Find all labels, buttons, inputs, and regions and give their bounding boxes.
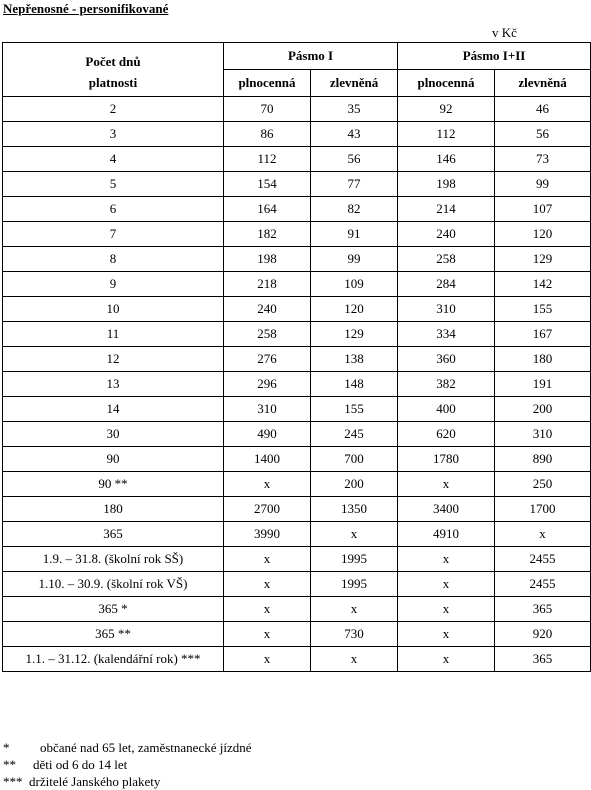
zone1-reduced-price-cell: 56 [311,147,398,172]
validity-days-cell: 180 [3,497,224,522]
footnotes [3,739,252,790]
zone1-full-price-cell: 164 [224,197,311,222]
zone1-full-price-cell: 310 [224,397,311,422]
validity-days-cell: 1.1. – 31.12. (kalendářní rok) *** [3,647,224,672]
zone2-reduced-price-cell: 73 [495,147,591,172]
footnote-text: občané nad 65 let, zaměstnanecké jízdné [40,740,252,755]
zone2-reduced-price-cell: 56 [495,122,591,147]
table-row [3,447,591,472]
zone1-reduced-price-cell: 35 [311,97,398,122]
zone2-reduced-price-cell: 200 [495,397,591,422]
zone2-header: Pásmo I+II [398,43,591,70]
zone1-full-price-cell: 86 [224,122,311,147]
zone1-full-price-cell: 2700 [224,497,311,522]
validity-days-cell: 30 [3,422,224,447]
zone1-reduced-price-cell: x [311,597,398,622]
zone1-reduced-price-cell: 1995 [311,547,398,572]
zone1-reduced-price-cell: 91 [311,222,398,247]
zone1-full-price-cell: x [224,647,311,672]
zone1-full-price-cell: 296 [224,372,311,397]
zone1-full-price-cell: 240 [224,297,311,322]
table-row [3,647,591,672]
table-row [3,272,591,297]
zone2-full-price-cell: 310 [398,297,495,322]
zone1-reduced-price-cell: 700 [311,447,398,472]
zone2-full-price-cell: 382 [398,372,495,397]
zone1-reduced-price-cell: 1995 [311,572,398,597]
zone2-full-price-cell: x [398,572,495,597]
zone2-full-price-cell: 240 [398,222,495,247]
zone2-full-price-cell: 284 [398,272,495,297]
zone2-full-price-cell: 146 [398,147,495,172]
page-heading: Nepřenosné - personifikované [3,1,169,16]
zone1-full-price-cell: 1400 [224,447,311,472]
validity-days-cell: 90 ** [3,472,224,497]
zone2-full-price-cell: x [398,622,495,647]
zone1-reduced-price-cell: x [311,522,398,547]
zone1-full-price-cell: 198 [224,247,311,272]
table-row [3,172,591,197]
zone2-full-price-cell: x [398,472,495,497]
footnote-mark: * [3,740,10,755]
validity-days-cell: 365 ** [3,622,224,647]
zone2-reduced-price-cell: 99 [495,172,591,197]
zone1-reduced-price-cell: 77 [311,172,398,197]
footnote [3,756,252,773]
zone1-reduced-header: zlevněná [311,70,398,97]
zone1-full-price-cell: 490 [224,422,311,447]
footnote-mark: *** [3,774,23,789]
zone2-reduced-price-cell: 250 [495,472,591,497]
zone1-full-price-cell: x [224,572,311,597]
zone1-full-price-cell: 218 [224,272,311,297]
zone1-full-price-cell: 258 [224,322,311,347]
zone2-full-price-cell: 198 [398,172,495,197]
zone1-reduced-price-cell: 730 [311,622,398,647]
validity-days-cell: 5 [3,172,224,197]
table-row [3,97,591,122]
table-row [3,147,591,172]
validity-days-cell: 3 [3,122,224,147]
zone2-full-price-cell: x [398,547,495,572]
table-row [3,197,591,222]
zone1-reduced-price-cell: x [311,647,398,672]
zone1-reduced-price-cell: 120 [311,297,398,322]
zone2-full-price-cell: 400 [398,397,495,422]
zone1-full-price-cell: 182 [224,222,311,247]
zone2-full-price-cell: 112 [398,122,495,147]
zone1-full-price-cell: x [224,472,311,497]
validity-days-cell: 365 * [3,597,224,622]
validity-days-cell: 12 [3,347,224,372]
zone2-reduced-price-cell: 129 [495,247,591,272]
table-row [3,347,591,372]
validity-days-cell: 2 [3,97,224,122]
zone1-full-price-cell: 70 [224,97,311,122]
zone2-full-price-cell: 1780 [398,447,495,472]
validity-days-cell: 10 [3,297,224,322]
zone1-reduced-price-cell: 245 [311,422,398,447]
zone2-reduced-price-cell: 890 [495,447,591,472]
zone2-full-price-cell: 3400 [398,497,495,522]
zone1-full-price-cell: 154 [224,172,311,197]
validity-days-cell: 1.9. – 31.8. (školní rok SŠ) [3,547,224,572]
validity-days-cell: 90 [3,447,224,472]
table-row [3,572,591,597]
zone2-reduced-price-cell: 2455 [495,572,591,597]
zone2-reduced-price-cell: 365 [495,647,591,672]
zone2-reduced-price-cell: 46 [495,97,591,122]
zone2-full-price-cell: 4910 [398,522,495,547]
validity-days-cell: 4 [3,147,224,172]
footnote-mark: ** [3,757,16,772]
footnote [3,773,252,790]
zone1-full-price-cell: x [224,597,311,622]
zone1-full-price-cell: 3990 [224,522,311,547]
footnote-text: držitelé Janského plakety [29,774,161,789]
zone2-full-price-cell: x [398,647,495,672]
table-row [3,522,591,547]
footnote [3,739,252,756]
zone1-reduced-price-cell: 155 [311,397,398,422]
zone1-full-price-cell: x [224,547,311,572]
table-row [3,472,591,497]
validity-days-cell: 6 [3,197,224,222]
zone1-full-price-cell: x [224,622,311,647]
zone2-full-price-cell: 334 [398,322,495,347]
table-row [3,372,591,397]
table-row [3,247,591,272]
validity-days-cell: 7 [3,222,224,247]
zone1-reduced-price-cell: 109 [311,272,398,297]
table-row [3,597,591,622]
validity-days-cell: 14 [3,397,224,422]
zone2-reduced-price-cell: 365 [495,597,591,622]
validity-days-cell: 1.10. – 30.9. (školní rok VŠ) [3,572,224,597]
zone1-reduced-price-cell: 129 [311,322,398,347]
table-row [3,222,591,247]
zone2-reduced-price-cell: 120 [495,222,591,247]
zone2-reduced-price-cell: 167 [495,322,591,347]
zone1-full-header: plnocenná [224,70,311,97]
zone2-full-header: plnocenná [398,70,495,97]
table-row [3,397,591,422]
zone2-full-price-cell: 214 [398,197,495,222]
zone1-reduced-price-cell: 138 [311,347,398,372]
zone2-reduced-price-cell: 2455 [495,547,591,572]
zone2-reduced-price-cell: 107 [495,197,591,222]
currency-note: v Kč [492,25,517,40]
zone2-full-price-cell: 360 [398,347,495,372]
validity-days-cell: 13 [3,372,224,397]
zone1-reduced-price-cell: 82 [311,197,398,222]
validity-days-cell: 11 [3,322,224,347]
fare-table [2,42,591,672]
table-row [3,547,591,572]
validity-days-cell: 365 [3,522,224,547]
table-row [3,322,591,347]
validity-days-cell: 9 [3,272,224,297]
zone2-reduced-price-cell: 1700 [495,497,591,522]
table-row [3,422,591,447]
days-header-line2: platnosti [3,70,224,97]
zone1-reduced-price-cell: 148 [311,372,398,397]
zone2-full-price-cell: 620 [398,422,495,447]
zone2-reduced-price-cell: 142 [495,272,591,297]
footnote-text: děti od 6 do 14 let [33,757,128,772]
zone1-reduced-price-cell: 43 [311,122,398,147]
validity-days-cell: 8 [3,247,224,272]
zone2-full-price-cell: 92 [398,97,495,122]
fare-table-body [3,97,591,672]
table-row [3,122,591,147]
zone2-reduced-price-cell: 180 [495,347,591,372]
zone1-full-price-cell: 112 [224,147,311,172]
zone2-reduced-price-cell: 310 [495,422,591,447]
zone2-full-price-cell: 258 [398,247,495,272]
zone1-header: Pásmo I [224,43,398,70]
table-row [3,497,591,522]
zone1-reduced-price-cell: 200 [311,472,398,497]
zone1-reduced-price-cell: 99 [311,247,398,272]
zone1-reduced-price-cell: 1350 [311,497,398,522]
zone2-reduced-price-cell: 191 [495,372,591,397]
zone1-full-price-cell: 276 [224,347,311,372]
table-row [3,622,591,647]
zone2-reduced-price-cell: 155 [495,297,591,322]
zone2-reduced-header: zlevněná [495,70,591,97]
zone2-reduced-price-cell: x [495,522,591,547]
zone2-full-price-cell: x [398,597,495,622]
zone2-reduced-price-cell: 920 [495,622,591,647]
days-header-line1: Počet dnů [3,43,224,70]
table-row [3,297,591,322]
